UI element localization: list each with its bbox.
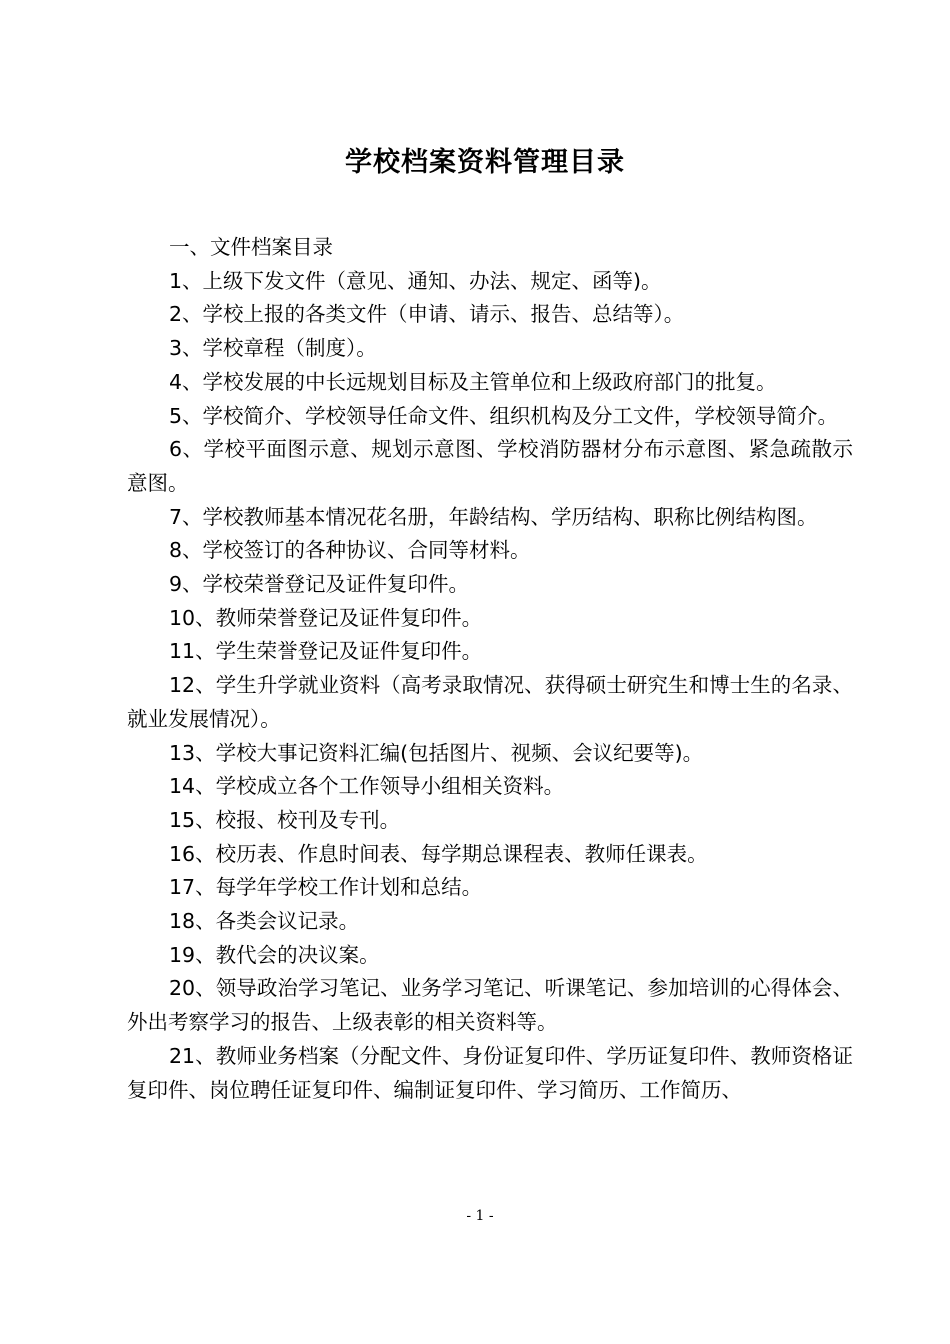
list-item: 18、各类会议记录。 (169, 909, 360, 934)
list-item: 21、教师业务档案（分配文件、身份证复印件、学历证复印件、教师资格证复印件、岗位聘任证复印件、编制证复印件、学习简历、工作简历、 (127, 1043, 853, 1102)
list-item: 15、校报、校刊及专刊。 (169, 807, 401, 832)
list-item: 14、学校成立各个工作领导小组相关资料。 (169, 774, 565, 799)
list-item: 5、学校简介、学校领导任命文件、组织机构及分工文件，学校领导简介。 (169, 403, 839, 428)
list-item: 10、教师荣誉登记及证件复印件。 (169, 605, 483, 630)
list-item: 17、每学年学校工作计划和总结。 (169, 875, 483, 900)
list-item: 4、学校发展的中长远规划目标及主管单位和上级政府部门的批复。 (169, 369, 777, 394)
document-title: 学校档案资料管理目录 (345, 147, 625, 178)
page-number: - 1 - (466, 1208, 494, 1224)
list-item: 13、学校大事记资料汇编(包括图片、视频、会议纪要等)。 (169, 740, 704, 765)
list-item: 6、学校平面图示意、规划示意图、学校消防器材分布示意图、紧急疏散示意图。 (127, 437, 853, 495)
list-item: 9、学校荣誉登记及证件复印件。 (169, 572, 470, 597)
list-item: 20、领导政治学习笔记、业务学习笔记、听课笔记、参加培训的心得体会、外出考察学习的报告、上级表彰的相关资料等。 (127, 976, 853, 1035)
list-item: 8、学校签订的各种协议、合同等材料。 (169, 538, 531, 563)
list-item: 3、学校章程（制度）。 (169, 336, 377, 361)
list-item: 11、学生荣誉登记及证件复印件。 (169, 639, 483, 664)
list-item: 19、教代会的决议案。 (169, 942, 380, 967)
list-item: 1、上级下发文件（意见、通知、办法、规定、函等)。 (169, 268, 662, 293)
list-item: 16、校历表、作息时间表、每学期总课程表、教师任课表。 (169, 841, 708, 866)
list-item: 2、学校上报的各类文件（申请、请示、报告、总结等）。 (169, 302, 685, 327)
document-body (127, 231, 853, 1107)
list-item: 12、学生升学就业资料（高考录取情况、获得硕士研究生和博士生的名录、就业发展情况）。 (127, 673, 853, 731)
list-item: 7、学校教师基本情况花名册，年龄结构、学历结构、职称比例结构图。 (169, 504, 818, 529)
section-heading: 一、文件档案目录 (169, 235, 333, 259)
